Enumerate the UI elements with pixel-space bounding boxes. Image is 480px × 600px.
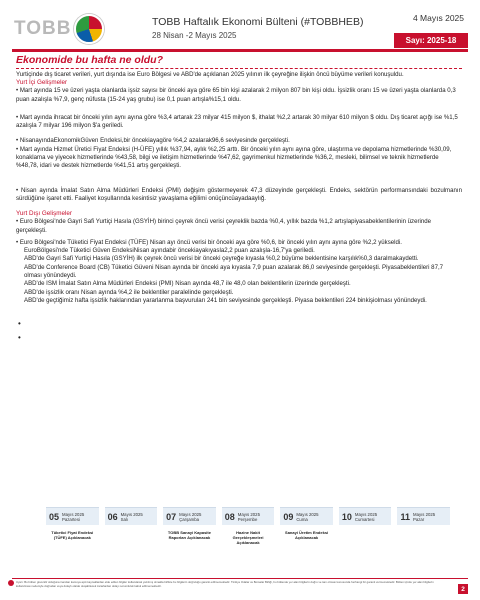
day-name: Perşembe [237, 516, 258, 522]
domestic-item-3: • NisanayındaEkonomikGüven Endeksi,bir öncekiayagöre %4,2 azalarak96,6 seviyesinde gerçekleşti. [16, 137, 290, 145]
calendar-day [46, 507, 99, 573]
day-name: Çarşamba [179, 516, 199, 522]
calendar-day [280, 507, 333, 573]
foreign-title: Yurt Dışı Gelişmeler [16, 210, 72, 218]
header-divider [12, 49, 468, 52]
domestic-item-2: • Mart ayında ihracat bir önceki yılın aynı ayına göre %3,4 artarak 23 milyar 415 milyon $, ithalat %2,2 artarak 30 milyar 610 milyon $ oldu. Dış ticaret açığı ise %1,5 azalışla 7 milyar 196 milyon $'a geriledi. [16, 113, 458, 130]
foreign-line-3: ABD'de Conference Board (CB) Tüketici Güveni Nisan ayında bir önceki aya kıyasla 7,9 puan azalarak 86,0 seviyesinde gerçekleşti. Piyasabeklentileri 87,7 olması yönündeydi. [24, 263, 444, 280]
day-number: 07 [166, 511, 177, 522]
footer-logo-icon [8, 580, 14, 586]
foreign-line-1: EuroBölgesi'nde Tüketici Güven EndeksiNisan ayındabir öncekiayakıyasla2,2 puan azalışla-16,7'ya geriledi. [24, 247, 315, 255]
domestic-item-5: • Nisan ayında İmalat Satın Alma Müdürleri Endeksi (PMI) değişim göstermeyerek 47,3 düzeyinde gerçekleşti. Endeks, sektörün performansındaki bozulmanın sürdüğüne işaret etti. Faaliyet koşullarında kesintisiz yavaşlama eğilimi onüçüncüayadaaylığ. [16, 186, 462, 202]
page-number: 2 [458, 584, 468, 594]
day-month: Mayıs 2025 [237, 511, 260, 517]
day-event: Hazine Nakit Gerçekleşmeleri Açıklanacak [232, 530, 264, 545]
foreign-item-1: • Euro Bölgesi'nde Gayri Safi Yurtiçi Hasıla (GSYİH) birinci çeyrek öncü verisi çeyreklik bazda %0,4, yıllık bazda %1,2 artışlapiyasabeklentilerinin üzerinde gerçekleşti. [16, 218, 432, 234]
foreign-line-5: ABD'de işsizlik oranı Nisan ayında %4,2 ile beklentiler paralelinde gerçekleşti. [24, 288, 234, 296]
main-content [16, 54, 462, 345]
header [0, 0, 480, 48]
day-month: Mayıs 2025 [296, 511, 319, 517]
foreign-line-2: ABD'de Gayri Safi Yurtiçi Hasıla (GSYİH) ilk çeyrek öncü verisi bir önceki çeyreğe kıyasla %0,2 büyüme beklentisine karşılık%0,3 daralmakaydetti. [24, 255, 419, 263]
issue-badge: Sayı: 2025-18 [394, 33, 468, 48]
day-number: 11 [400, 511, 410, 522]
day-month: Mayıs 2025 [354, 511, 378, 517]
calendar-day [339, 507, 392, 573]
calendar-day [222, 507, 275, 573]
foreign-item-2: • Euro Bölgesi'nde Tüketici Fiyat Endeksi (TÜFE) Nisan ayı öncü verisi bir önceki aya göre %0,6, bir önceki yılın aynı ayına göre %2,2 yükseldi. [16, 238, 402, 246]
domestic-item-4: • Mart ayında Hizmet Üretici Fiyat Endeksi (H-ÜFE) yıllık %37,94, aylık %2,25 arttı. Bir önceki yılın aynı ayına göre, ulaştırma ve depolama hizmetlerinde %30,09, konaklama ve yiyecek hizmetlerinde %43,58, bilgi ve iletişim hizmetlerinde %47,62, gayrimenkul hizmetlerinde %36,2, mesleki, bilimsel ve teknik hizmetlerde %48,78, idari ve destek hizmetlerde %41,51 artış gerçekleşti. [16, 145, 452, 170]
bulletin-period: 28 Nisan -2 Mayıs 2025 [152, 31, 237, 40]
domestic-item-1: • Mart ayında 15 ve üzeri yaşta olanlarda işsiz sayısı bir önceki aya göre 65 bin kişi azalarak 2 milyon 807 bin kişi oldu. İşsizlik oranı 15 ve üzeri yaşta olanlarda 0,3 puan azalışla %7,9, genç nüfusta (15-24 yaş grubu) ise 0,1 puan artışla%15,1 oldu. [16, 87, 456, 103]
intro-paragraph: Yurtiçinde dış ticaret verileri, yurt dışında ise Euro Bölgesi ve ABD'de açıklanan 2025 yılının ilk çeyreğine ilişkin öncü büyüme verileri konuşuldu. [16, 71, 404, 78]
day-name: Pazar [412, 516, 425, 522]
day-number: 09 [283, 511, 294, 522]
day-name: Pazartesi [62, 516, 80, 522]
day-month: Mayıs 2025 [120, 511, 143, 517]
section-title: Ekonomide bu hafta ne oldu? [16, 54, 462, 69]
calendar-day [163, 507, 216, 573]
day-name: Cumartesi [354, 516, 375, 522]
day-month: Mayıs 2025 [179, 511, 202, 517]
day-event: Sanayi Üretim Endeksi Açıklanacak [285, 530, 329, 540]
day-number: 10 [341, 511, 352, 522]
empty-bullet-1: • [18, 319, 21, 329]
day-name: Cuma [296, 516, 308, 522]
logo-text: TOBB [14, 18, 72, 39]
day-number: 06 [107, 511, 118, 522]
domestic-title: Yurt İçi Gelişmeler [16, 79, 68, 87]
empty-bullet-2: • [18, 333, 21, 343]
foreign-line-6: ABD'de geçtiğimiz hafta işsizlik haklarından yararlanma başvuruları 241 bin seviyesinde gerçekleşti. Piyasa beklentileri 224 binkişiolması yönündeydi. [24, 296, 427, 304]
weekly-calendar [46, 507, 450, 573]
bulletin-date: 4 Mayıs 2025 [412, 13, 464, 23]
day-month: Mayıs 2025 [412, 511, 436, 517]
day-number: 08 [224, 511, 235, 522]
bulletin-title: TOBB Haftalık Ekonomi Bülteni (#TOBBHEB) [152, 16, 364, 28]
footer-divider [12, 578, 468, 579]
foreign-line-4: ABD'de ISM İmalat Satın Alma Müdürleri Endeksi (PMI) Nisan ayında 48,7 ile 48,0 olan beklentilerin üzerinde gerçekleşti. [24, 280, 351, 288]
calendar-day [105, 507, 158, 573]
day-number: 05 [49, 511, 60, 522]
day-event: Tüketici Fiyat Endeksi (TÜFE) Açıklanacak [51, 530, 94, 540]
day-event: TOBB Sanayi Kapasite Raporları Açıklanacak [167, 530, 211, 540]
calendar-day [397, 507, 450, 573]
day-month: Mayıs 2025 [62, 511, 85, 517]
foreign-list [16, 247, 462, 305]
seal-icon [74, 14, 104, 44]
footer-disclaimer: Uyarı: Bu bülten güvenilir olduğuna inanılan kamuya açık kaynaklardan elde edilen bilgiler kullanılarak yazılmış olmakla birlikte bu bilgilerin doğruluğu garanti edilmemektedir. Türkiye Odalar ve Borsalar Birliği, bu bültende yer alan bilgilerin doğru ve tam olması konusunda herhangi bir garanti vermemektedir. Bülten içinde yer alan bilgilerin kullanılması nedeniyle doğrudan veya dolaylı olarak oluşabilecek zararlardan dolayı sorumluluk kabul edilmemektedir. [16, 580, 434, 588]
tobb-logo [14, 14, 104, 44]
day-name: Salı [120, 516, 128, 522]
